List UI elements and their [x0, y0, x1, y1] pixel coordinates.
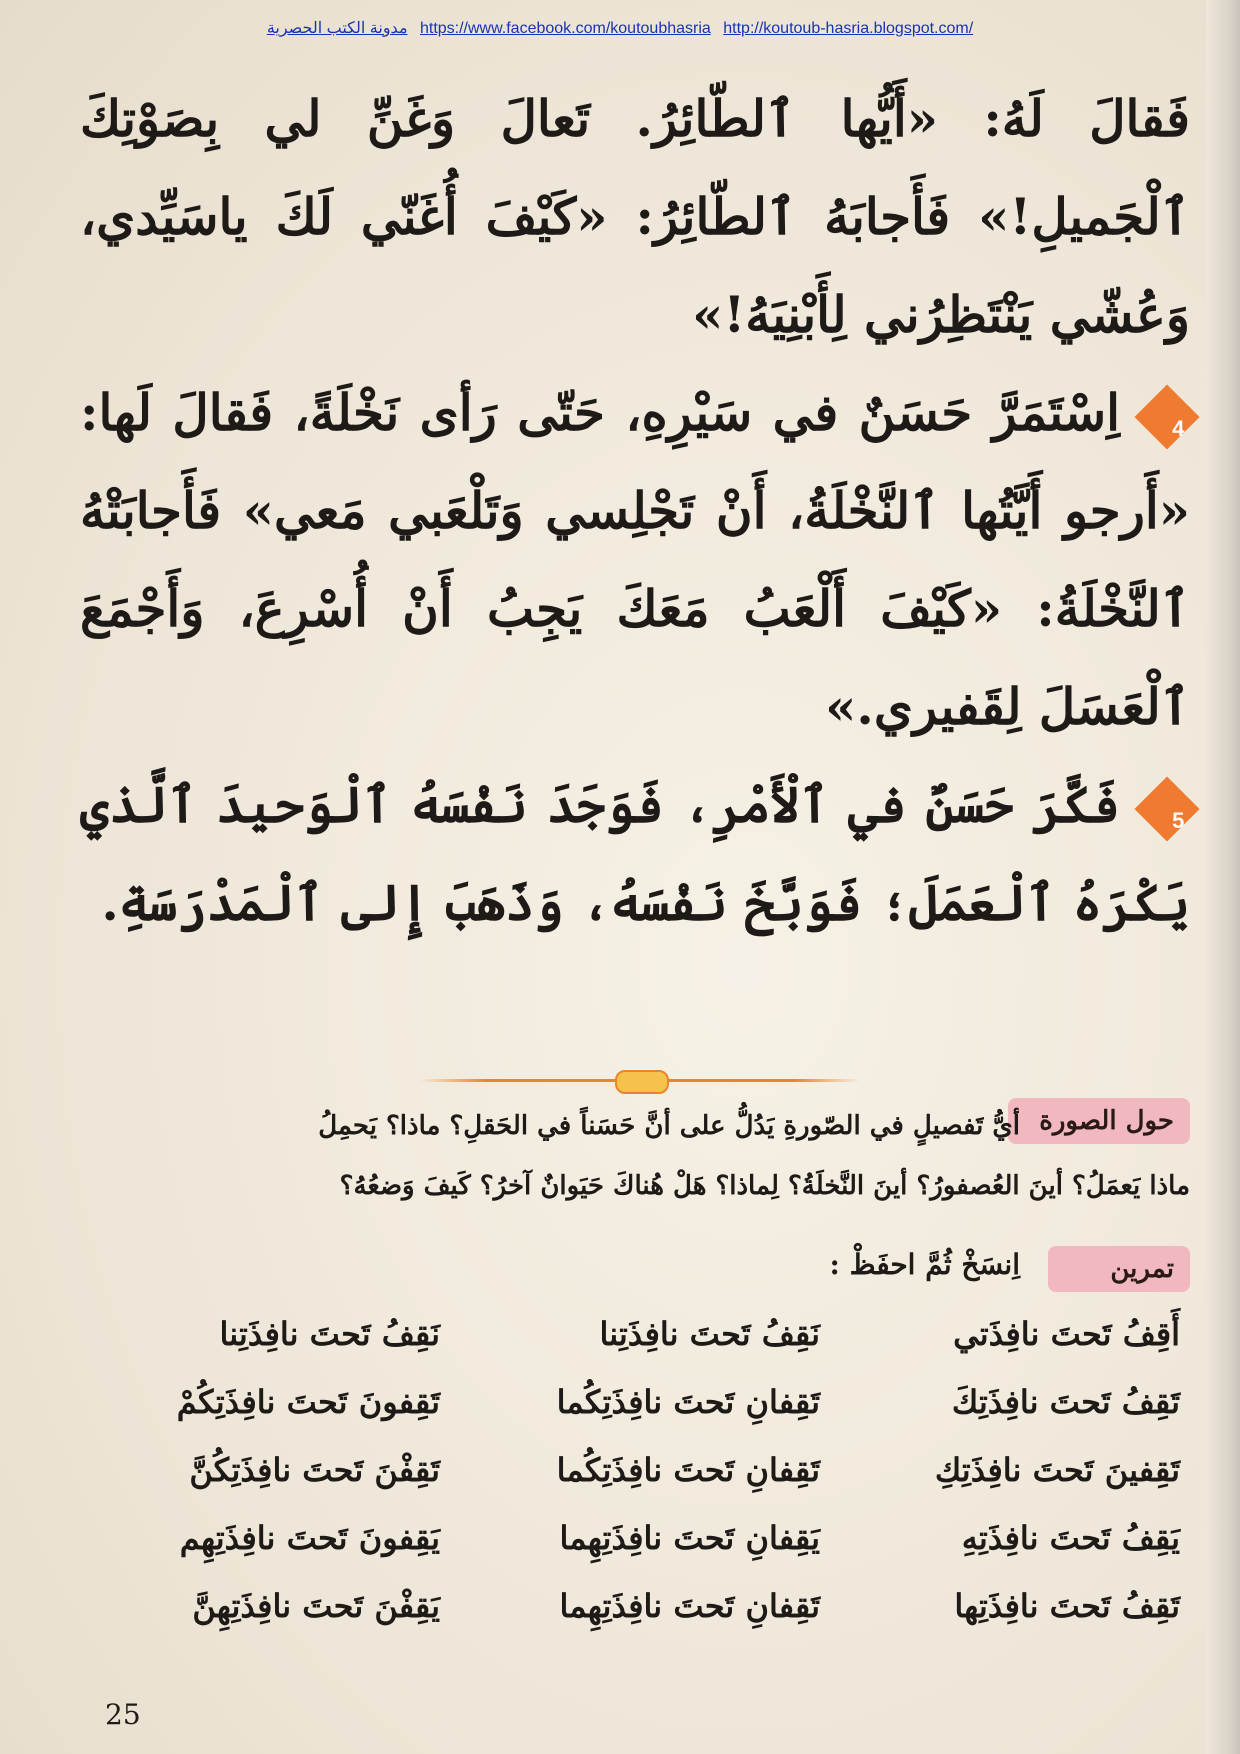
story-paragraph-2: 4اِسْتَمَرَّ حَسَنٌ في سَيْرِهِ، حَتّى رَأى نَخْلَةً، فَقالَ لَها: «أَرجو أَيَّتُها ٱلنَّخْلَةُ، أَنْ تَجْلِسي وَتَلْعَبي مَعي» فَأَجابَتْهُ ٱلنَّخْلَةُ: «كَيْفَ أَلْعَبُ مَعَكَ يَجِبُ أَنْ أُسْرِعَ، وَأَجْمَعَ ٱلْعَسَلَ لِقَفيري.»: [80, 364, 1190, 756]
page-number: 25: [105, 1698, 141, 1731]
table-cell: تَقِفُ تَحتَ نافِذَتِها: [954, 1587, 1180, 1625]
paragraph-number-badge: 4: [1134, 384, 1199, 449]
table-cell: تَقِفانِ تَحتَ نافِذَتِكُما: [556, 1451, 820, 1489]
exercise-label: تمرين: [1048, 1246, 1190, 1292]
ornamental-divider: [420, 1068, 860, 1092]
story-paragraph-1: فَقالَ لَهُ: «أَيُّها ٱلطّائِرُ. تَعالَ وَغَنِّ لي بِصَوْتِكَ ٱلْجَميلِ!» فَأَجابَهُ ٱلطّائِرُ: «كَيْفَ أُغَنّي لَكَ ياسَيِّدي، وَعُشّي يَنْتَظِرُني لِأَبْنِيَهُ!»: [80, 89, 1190, 344]
story-paragraph-3: 5فَكَّرَ حَسَنٌ في ٱلْأَمْرِ، فَوَجَدَ نَفْسَهُ ٱلْوَحيدَ ٱلَّذي يَكْرَهُ ٱلْعَمَلَ؛ فَوَبَّخَ نَفْسَهُ، وَذَهَبَ إِلى ٱلْمَدْرَسَةِ.: [80, 756, 1190, 952]
table-cell: نَقِفُ تَحتَ نافِذَتِنا: [219, 1315, 440, 1353]
table-cell: تَقِفْنَ تَحتَ نافِذَتِكُنَّ: [189, 1451, 440, 1489]
table-cell: تَقِفينَ تَحتَ نافِذَتِكِ: [934, 1451, 1180, 1489]
table-row: [90, 1504, 1180, 1572]
header-links: [0, 18, 1240, 38]
table-row: [90, 1368, 1180, 1436]
facebook-link[interactable]: https://www.facebook.com/koutoubhasria: [419, 20, 711, 37]
table-cell: أَقِفُ تَحتَ نافِذَتي: [953, 1315, 1180, 1353]
table-cell: يَقِفانِ تَحتَ نافِذَتِهِما: [559, 1519, 820, 1557]
paragraph-number-badge: 5: [1134, 776, 1199, 841]
table-cell: نَقِفُ تَحتَ نافِذَتِنا: [599, 1315, 820, 1353]
table-cell: تَقِفونَ تَحتَ نافِذَتِكُمْ: [176, 1383, 440, 1421]
table-cell: يَقِفْنَ تَحتَ نافِذَتِهِنَّ: [192, 1587, 440, 1625]
table-row: [90, 1572, 1180, 1640]
table-cell: تَقِفانِ تَحتَ نافِذَتِهِما: [559, 1587, 820, 1625]
about-picture-label: حول الصورة: [1008, 1098, 1190, 1144]
blog-name-link[interactable]: مدونة الكتب الحصرية: [266, 20, 408, 37]
questions-line-2: ماذا يَعمَلُ؟ أينَ العُصفورُ؟ أينَ النَّخلَةُ؟ لِماذا؟ هَلْ هُناكَ حَيَوانٌ آخرُ؟ كَيفَ وَضعُهُ؟: [339, 1171, 1190, 1201]
exercise-instruction: اِنسَخْ ثُمَّ احفَظْ :: [829, 1248, 1020, 1281]
table-cell: تَقِفُ تَحتَ نافِذَتِكَ: [951, 1383, 1180, 1421]
blog-link[interactable]: http://koutoub-hasria.blogspot.com/: [723, 20, 974, 37]
table-cell: يَقِفُ تَحتَ نافِذَتِهِ: [961, 1519, 1180, 1557]
table-cell: يَقِفونَ تَحتَ نافِذَتِهِم: [179, 1519, 440, 1557]
table-row: [90, 1436, 1180, 1504]
book-spine-edge: [1206, 0, 1240, 1754]
conjugation-table: [90, 1300, 1180, 1640]
questions-line-1: أيُّ تَفصيلٍ في الصّورةِ يَدُلُّ على أنَّ حَسَناً في الحَقلِ؟ ماذا؟ يَحمِلُ: [318, 1111, 1020, 1141]
table-cell: تَقِفانِ تَحتَ نافِذَتِكُما: [556, 1383, 820, 1421]
table-row: [90, 1300, 1180, 1368]
story-text: [80, 70, 1190, 952]
